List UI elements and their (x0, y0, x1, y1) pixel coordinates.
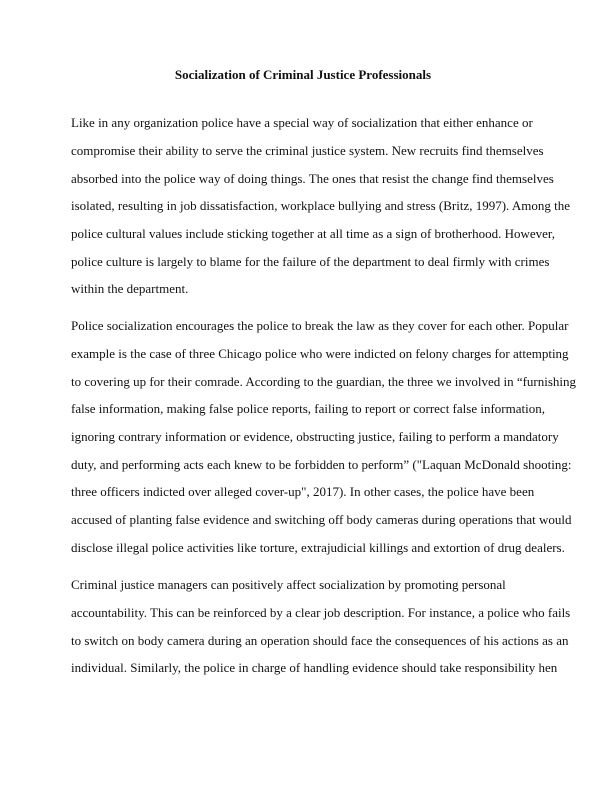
paragraph-1-line: Like in any organization police have a special way of socialization that either enhance or (71, 115, 533, 130)
paragraph-2-line: accused of planting false evidence and switching off body cameras during operations that would (71, 512, 572, 527)
paragraph-3-line: to switch on body camera during an operation should face the consequences of his actions as an (71, 633, 569, 648)
paragraph-2-line: to covering up for their comrade. According to the guardian, the three we involved in “furnishing (71, 374, 577, 389)
paragraph-1-line: within the department. (71, 281, 189, 296)
paragraph-2-line: duty, and performing acts each knew to be forbidden to perform” ("Laquan McDonald shooting: (71, 457, 572, 472)
paragraph-3-line: Criminal justice managers can positively affect socialization by promoting personal (71, 577, 506, 592)
paragraph-3-line: accountability. This can be reinforced by a clear job description. For instance, a police who fails (71, 605, 571, 620)
paragraph-1-line: absorbed into the police way of doing things. The ones that resist the change find themselves (71, 171, 554, 186)
paragraph-1-line: police cultural values include sticking together at all time as a sign of brotherhood. However, (71, 226, 555, 241)
paragraph-1-line: police culture is largely to blame for the failure of the department to deal firmly with crimes (71, 254, 550, 269)
document-title: Socialization of Criminal Justice Professionals (174, 67, 432, 82)
paragraph-2-line: disclose illegal police activities like torture, extrajudicial killings and extortion of drug dealers. (71, 540, 565, 555)
paragraph-2-line: Police socialization encourages the police to break the law as they cover for each other. Popular (71, 318, 569, 333)
paragraph-2-line: ignoring contrary information or evidence, obstructing justice, failing to perform a mandatory (71, 429, 559, 444)
paragraph-3-line: individual. Similarly, the police in charge of handling evidence should take responsibility hen (71, 660, 558, 675)
paragraph-1-line: compromise their ability to serve the criminal justice system. New recruits find themselves (71, 143, 544, 158)
paragraph-2-line: example is the case of three Chicago police who were indicted on felony charges for attempting (71, 346, 569, 361)
paragraph-1-line: isolated, resulting in job dissatisfaction, workplace bullying and stress (Britz, 1997). Among the (71, 198, 570, 213)
paragraph-2-line: false information, making false police reports, failing to report or correct false information, (71, 401, 545, 416)
paragraph-2-line: three officers indicted over alleged cover-up", 2017). In other cases, the police have been (71, 484, 535, 499)
